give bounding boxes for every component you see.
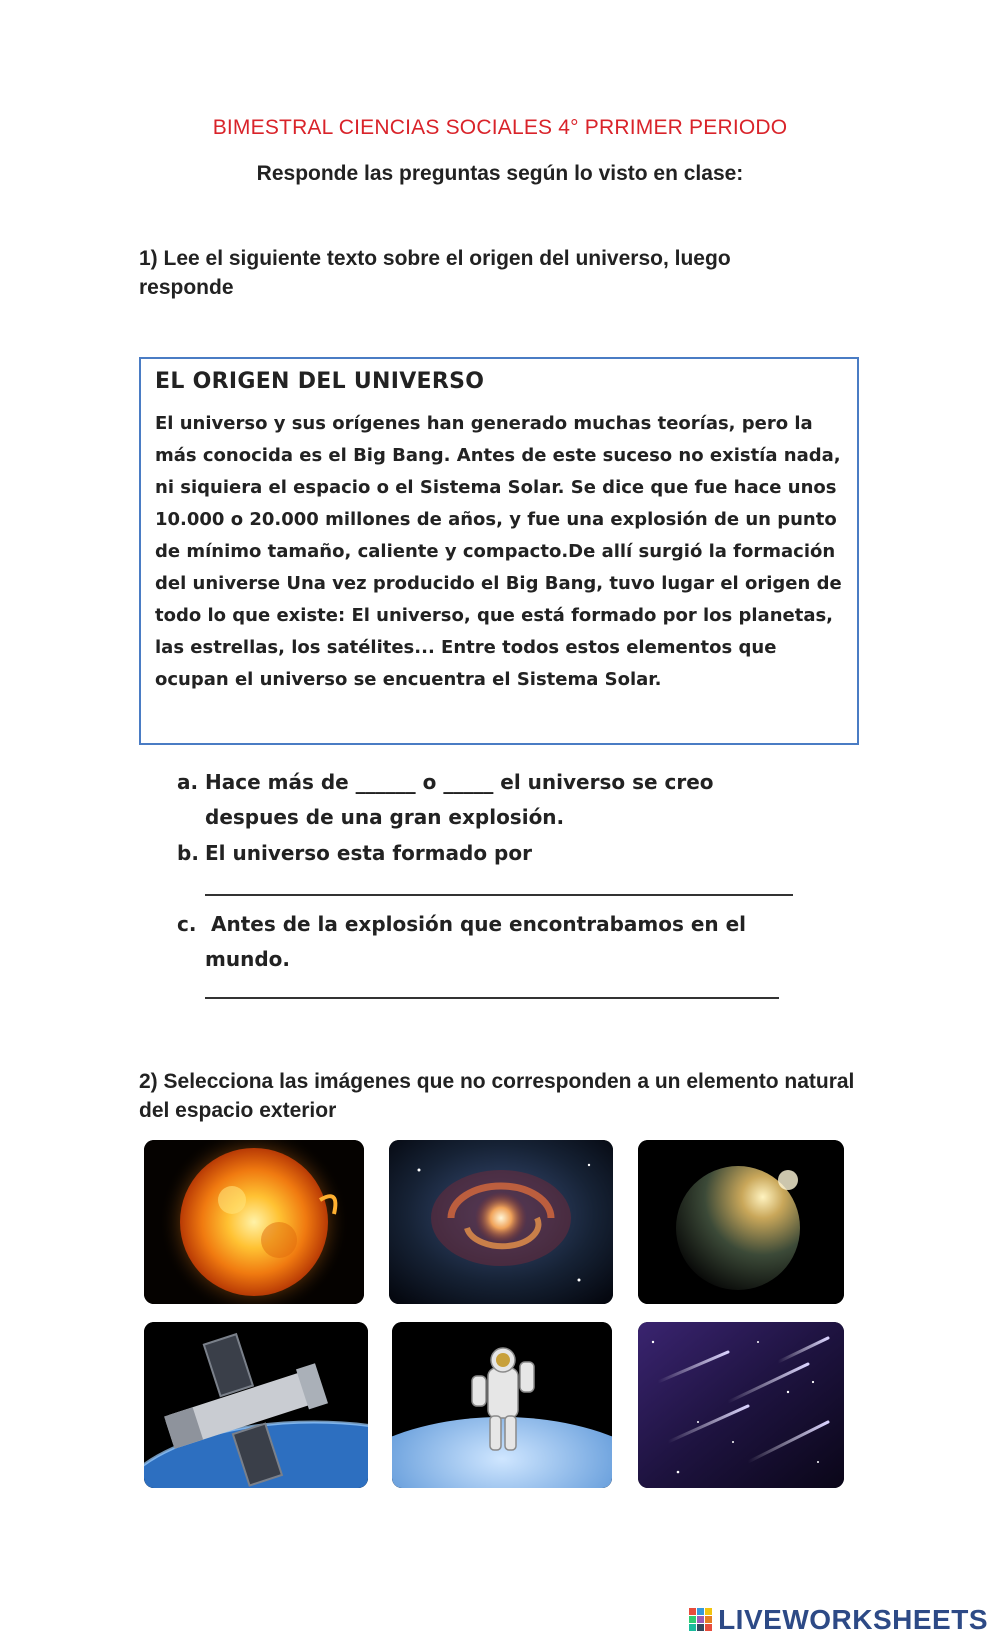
answer-line-b[interactable] [205,894,793,896]
reading-box [139,357,859,745]
page-title: BIMESTRAL CIENCIAS SOCIALES 4° PRRIMER PERIODO [212,116,788,139]
question-1c-line2: mundo. [205,947,290,971]
question-1-prompt: 1) Lee el siguiente texto sobre el origen del universo, luego responde [139,247,731,299]
reading-title: EL ORIGEN DEL UNIVERSO [155,369,485,394]
space-telescope-image[interactable] [144,1322,368,1488]
item-letter: a. [177,770,199,794]
logo-text: LIVEWORKSHEETS [718,1604,988,1635]
logo-mark-icon [688,1607,714,1633]
question-1b-line1: El universo esta formado por [205,841,532,865]
item-letter: b. [177,841,199,865]
question-2-prompt: 2) Selecciona las imágenes que no corresponden a un elemento natural del espacio exterior [139,1070,855,1122]
galaxy-image[interactable] [389,1140,613,1304]
astronaut-image[interactable] [392,1322,612,1488]
answer-line-c[interactable] [205,997,779,999]
question-1c-line1: Antes de la explosión que encontrabamos en el [211,912,747,936]
question-1c [177,907,817,1007]
planet-image[interactable] [638,1140,844,1304]
instructions: Responde las preguntas según lo visto en clase: [256,162,744,185]
liveworksheets-logo [688,1601,988,1639]
item-letter: c. [177,912,197,936]
reading-text: El universo y sus orígenes han generado muchas teorías, pero la más conocida es el Big Bang. Antes de este suceso no existía nada, ni siquiera el espacio o el Sistema Solar. Se dice que fue hace unos 10.000 o 20.000 millones de años, y fue una explosión de un punto de mínimo tamaño, caliente y compacto.De allí surgió la formación del universe Una vez producido el Big Bang, tuvo lugar el origen de todo lo que existe: El universo, que está formado por los planetas, las estrellas, los satélites... Entre todos estos elementos que ocupan el universo se encuentra el Sistema Solar. [155,413,842,690]
sun-image[interactable] [144,1140,364,1304]
question-1a-line2: despues de una gran explosión. [205,805,565,829]
meteor-shower-image[interactable] [638,1322,844,1488]
question-1a [177,765,817,845]
question-1a-line1: Hace más de ______ o _____ el universo se creo [205,770,714,794]
question-1b [177,836,817,916]
